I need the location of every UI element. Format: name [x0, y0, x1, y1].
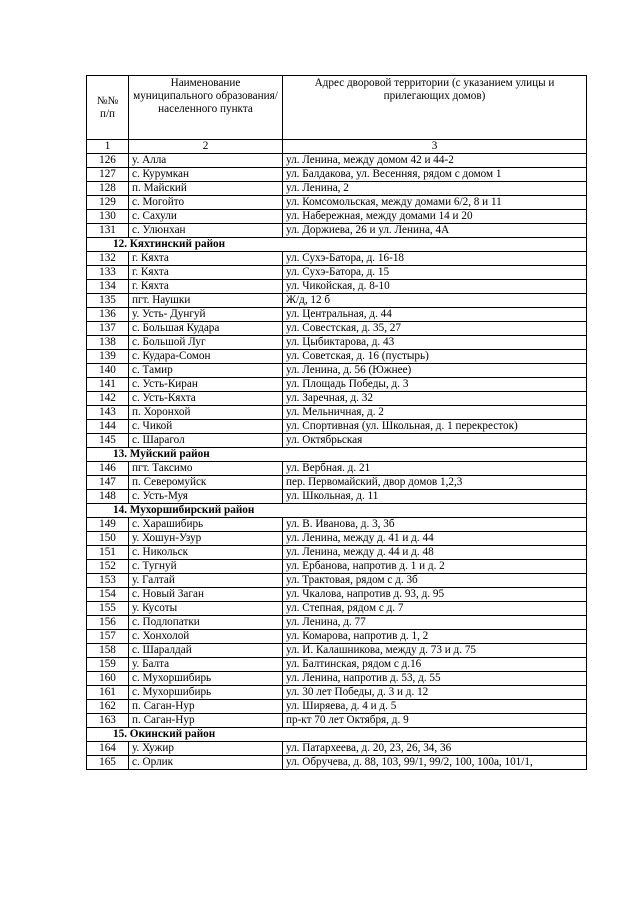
section-title: 14. Мухоршибирский район — [87, 504, 587, 518]
settlement-name: с. Улюнхан — [129, 224, 283, 238]
row-number: 137 — [87, 322, 129, 336]
table-row — [87, 532, 587, 546]
table-row — [87, 756, 587, 770]
settlement-name: у. Алла — [129, 154, 283, 168]
settlement-name: с. Харашибирь — [129, 518, 283, 532]
settlement-name: п. Саган-Нур — [129, 714, 283, 728]
row-number: 126 — [87, 154, 129, 168]
address-cell: ул. Сухэ-Батора, д. 16-18 — [283, 252, 587, 266]
table-row — [87, 462, 587, 476]
settlement-name: с. Усть-Кяхта — [129, 392, 283, 406]
row-number: 140 — [87, 364, 129, 378]
column-number-1: 1 — [87, 140, 129, 154]
settlement-name: п. Майский — [129, 182, 283, 196]
row-number: 144 — [87, 420, 129, 434]
table-row — [87, 588, 587, 602]
row-number: 128 — [87, 182, 129, 196]
settlement-name: с. Шаралдай — [129, 644, 283, 658]
address-cell: ул. 30 лет Победы, д. 3 и д. 12 — [283, 686, 587, 700]
settlement-name: с. Курумкан — [129, 168, 283, 182]
table-row — [87, 154, 587, 168]
settlement-name: с. Мухоршибирь — [129, 672, 283, 686]
row-number: 138 — [87, 336, 129, 350]
row-number: 145 — [87, 434, 129, 448]
settlement-name: г. Кяхта — [129, 266, 283, 280]
address-cell: ул. Сухэ-Батора, д. 15 — [283, 266, 587, 280]
table-row — [87, 266, 587, 280]
table-row — [87, 224, 587, 238]
address-cell: ул. Октябрьская — [283, 434, 587, 448]
table-row — [87, 700, 587, 714]
section-title: 12. Кяхтинский район — [87, 238, 587, 252]
section-row — [87, 238, 587, 252]
header-num — [87, 76, 129, 140]
address-cell: ул. Мельничная, д. 2 — [283, 406, 587, 420]
table-row — [87, 546, 587, 560]
settlement-name: с. Никольск — [129, 546, 283, 560]
address-cell: ул. Ленина, 2 — [283, 182, 587, 196]
row-number: 156 — [87, 616, 129, 630]
table-row — [87, 616, 587, 630]
header-num-text: №№ п/п — [96, 95, 119, 120]
settlement-name: у. Хужир — [129, 742, 283, 756]
table-row — [87, 196, 587, 210]
table-row — [87, 168, 587, 182]
address-cell: пр-кт 70 лет Октября, д. 9 — [283, 714, 587, 728]
table-row — [87, 350, 587, 364]
table-row — [87, 490, 587, 504]
address-cell: ул. В. Иванова, д. 3, 3б — [283, 518, 587, 532]
settlement-name: с. Тугнуй — [129, 560, 283, 574]
row-number: 129 — [87, 196, 129, 210]
row-number: 133 — [87, 266, 129, 280]
row-number: 151 — [87, 546, 129, 560]
address-cell: ул. Цыбиктарова, д. 43 — [283, 336, 587, 350]
section-row — [87, 448, 587, 462]
address-cell: ул. Ленина, между д. 41 и д. 44 — [283, 532, 587, 546]
row-number: 155 — [87, 602, 129, 616]
row-number: 165 — [87, 756, 129, 770]
table-row — [87, 630, 587, 644]
column-number-2: 2 — [129, 140, 283, 154]
row-number: 163 — [87, 714, 129, 728]
table-row — [87, 574, 587, 588]
table-row — [87, 476, 587, 490]
address-cell: ул. Доржиева, 26 и ул. Ленина, 4А — [283, 224, 587, 238]
address-cell: ул. И. Калашникова, между д. 73 и д. 75 — [283, 644, 587, 658]
row-number: 148 — [87, 490, 129, 504]
row-number: 139 — [87, 350, 129, 364]
row-number: 158 — [87, 644, 129, 658]
header-name: Наименование муниципального образования/ населенного пункта — [129, 76, 283, 140]
address-cell: ул. Комсомольская, между домами 6/2, 8 и 11 — [283, 196, 587, 210]
row-number: 130 — [87, 210, 129, 224]
address-cell: ул. Трактовая, рядом с д. 3б — [283, 574, 587, 588]
table-row — [87, 406, 587, 420]
settlement-name: п. Саган-Нур — [129, 700, 283, 714]
settlement-name: у. Хошун-Узур — [129, 532, 283, 546]
address-cell: ул. Советская, д. 16 (пустырь) — [283, 350, 587, 364]
row-number: 135 — [87, 294, 129, 308]
settlement-name: у. Галтай — [129, 574, 283, 588]
address-cell: ул. Центральная, д. 44 — [283, 308, 587, 322]
settlement-name: с. Шарагол — [129, 434, 283, 448]
row-number: 127 — [87, 168, 129, 182]
row-number: 157 — [87, 630, 129, 644]
address-cell: ул. Степная, рядом с д. 7 — [283, 602, 587, 616]
settlement-name: с. Большой Луг — [129, 336, 283, 350]
settlement-name: с. Сахули — [129, 210, 283, 224]
row-number: 164 — [87, 742, 129, 756]
header-row — [87, 76, 587, 140]
table-row — [87, 378, 587, 392]
address-cell: ул. Ширяева, д. 4 и д. 5 — [283, 700, 587, 714]
header-address: Адрес дворовой территории (с указанием улицы и прилегающих домов) — [283, 76, 587, 140]
settlement-name: с. Мухоршибирь — [129, 686, 283, 700]
row-number: 150 — [87, 532, 129, 546]
settlement-name: у. Кусоты — [129, 602, 283, 616]
settlement-name: г. Кяхта — [129, 252, 283, 266]
row-number: 147 — [87, 476, 129, 490]
table-row — [87, 182, 587, 196]
address-cell: ул. Балтинская, рядом с д.16 — [283, 658, 587, 672]
row-number: 132 — [87, 252, 129, 266]
address-cell: ул. Ленина, между домом 42 и 44-2 — [283, 154, 587, 168]
section-row — [87, 728, 587, 742]
table-row — [87, 434, 587, 448]
row-number: 161 — [87, 686, 129, 700]
table-row — [87, 294, 587, 308]
address-cell: ул. Ленина, д. 56 (Южнее) — [283, 364, 587, 378]
table-row — [87, 420, 587, 434]
settlement-name: г. Кяхта — [129, 280, 283, 294]
row-number: 149 — [87, 518, 129, 532]
address-cell: ул. Патархеева, д. 20, 23, 26, 34, 36 — [283, 742, 587, 756]
address-cell: ул. Школьная, д. 11 — [283, 490, 587, 504]
address-cell: ул. Чикойская, д. 8-10 — [283, 280, 587, 294]
address-cell: ул. Балдакова, ул. Весенняя, рядом с домом 1 — [283, 168, 587, 182]
settlement-name: с. Чикой — [129, 420, 283, 434]
row-number: 146 — [87, 462, 129, 476]
address-cell: ул. Набережная, между домами 14 и 20 — [283, 210, 587, 224]
address-cell: ул. Комарова, напротив д. 1, 2 — [283, 630, 587, 644]
settlement-name: с. Орлик — [129, 756, 283, 770]
settlement-name: с. Могойто — [129, 196, 283, 210]
column-number-3: 3 — [283, 140, 587, 154]
table-row — [87, 308, 587, 322]
table-row — [87, 644, 587, 658]
settlement-name: с. Подлопатки — [129, 616, 283, 630]
settlement-name: п. Хоронхой — [129, 406, 283, 420]
table-row — [87, 742, 587, 756]
table-row — [87, 322, 587, 336]
settlement-name: п. Северомуйск — [129, 476, 283, 490]
address-cell: ул. Ербанова, напротив д. 1 и д. 2 — [283, 560, 587, 574]
section-title: 13. Муйский район — [87, 448, 587, 462]
address-cell: ул. Спортивная (ул. Школьная, д. 1 перекресток) — [283, 420, 587, 434]
row-number: 142 — [87, 392, 129, 406]
address-cell: ул. Чкалова, напротив д. 93, д. 95 — [283, 588, 587, 602]
table-row — [87, 686, 587, 700]
address-cell: ул. Вербная. д. 21 — [283, 462, 587, 476]
table-row — [87, 560, 587, 574]
settlement-name: пгт. Таксимо — [129, 462, 283, 476]
table-row — [87, 602, 587, 616]
row-number: 162 — [87, 700, 129, 714]
settlement-name: с. Тамир — [129, 364, 283, 378]
table-row — [87, 210, 587, 224]
section-row — [87, 504, 587, 518]
row-number: 159 — [87, 658, 129, 672]
row-number: 136 — [87, 308, 129, 322]
settlement-name: с. Новый Заган — [129, 588, 283, 602]
address-cell: ул. Заречная, д. 32 — [283, 392, 587, 406]
address-cell: ул. Ленина, д. 77 — [283, 616, 587, 630]
row-number: 152 — [87, 560, 129, 574]
settlement-name: у. Балта — [129, 658, 283, 672]
row-number: 141 — [87, 378, 129, 392]
settlement-name: с. Усть-Киран — [129, 378, 283, 392]
row-number: 143 — [87, 406, 129, 420]
table-row — [87, 336, 587, 350]
address-cell: Ж/д, 12 б — [283, 294, 587, 308]
address-cell: пер. Первомайский, двор домов 1,2,3 — [283, 476, 587, 490]
settlement-name: пгт. Наушки — [129, 294, 283, 308]
row-number: 134 — [87, 280, 129, 294]
table-row — [87, 252, 587, 266]
settlement-name: с. Хонхолой — [129, 630, 283, 644]
row-number: 153 — [87, 574, 129, 588]
table-row — [87, 658, 587, 672]
document-page — [86, 75, 586, 770]
row-number: 131 — [87, 224, 129, 238]
table-row — [87, 280, 587, 294]
address-cell: ул. Ленина, напротив д. 53, д. 55 — [283, 672, 587, 686]
column-number-row — [87, 140, 587, 154]
table-row — [87, 518, 587, 532]
table-row — [87, 714, 587, 728]
row-number: 160 — [87, 672, 129, 686]
settlement-name: у. Усть- Дунгуй — [129, 308, 283, 322]
address-cell: ул. Ленина, между д. 44 и д. 48 — [283, 546, 587, 560]
section-title: 15. Окинский район — [87, 728, 587, 742]
table-row — [87, 364, 587, 378]
table-row — [87, 672, 587, 686]
row-number: 154 — [87, 588, 129, 602]
settlement-name: с. Кудара-Сомон — [129, 350, 283, 364]
settlement-name: с. Большая Кудара — [129, 322, 283, 336]
address-cell: ул. Совестская, д. 35, 27 — [283, 322, 587, 336]
address-cell: ул. Обручева, д. 88, 103, 99/1, 99/2, 100, 100а, 101/1, — [283, 756, 587, 770]
settlement-name: с. Усть-Муя — [129, 490, 283, 504]
address-cell: ул. Площадь Победы, д. 3 — [283, 378, 587, 392]
table-row — [87, 392, 587, 406]
address-table — [86, 75, 587, 770]
